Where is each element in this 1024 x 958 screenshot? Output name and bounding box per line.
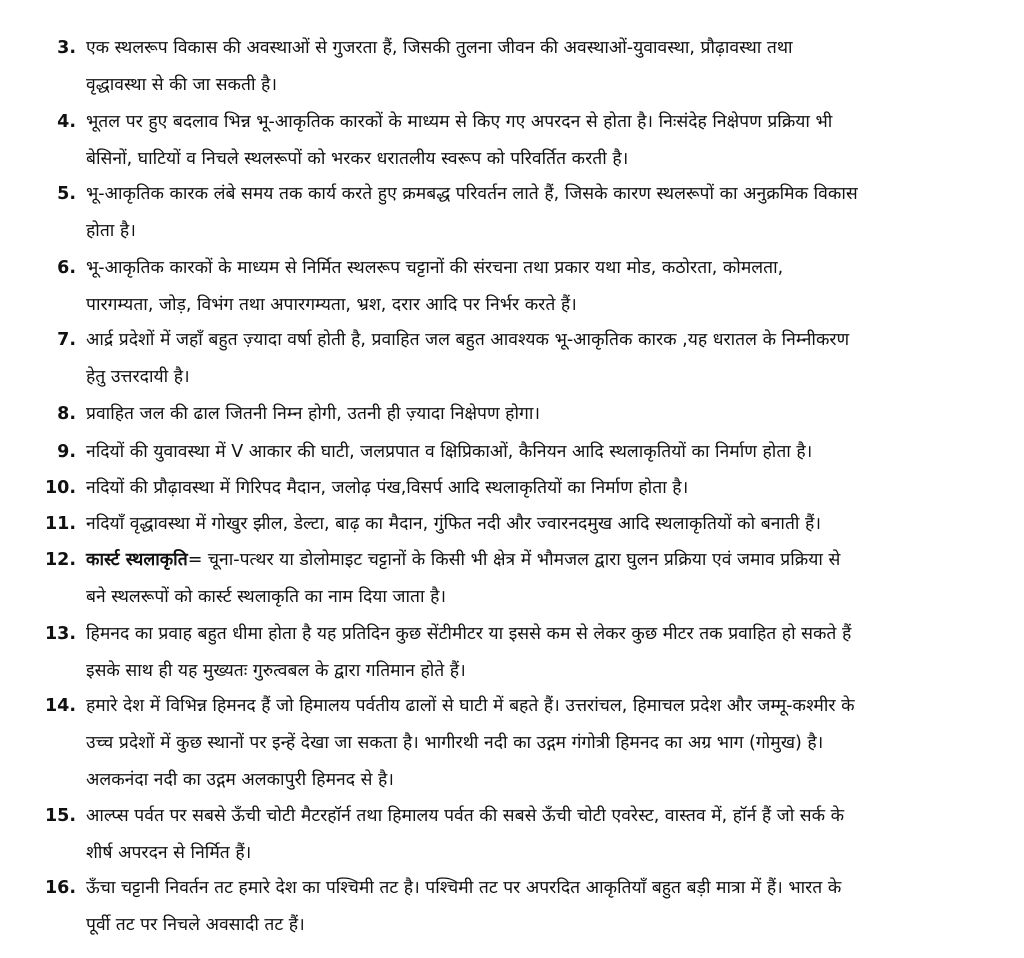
item-number: 6.: [57, 258, 76, 278]
item-number: 13.: [44, 624, 76, 644]
item-text-line: उच्च प्रदेशों में कुछ स्थानों पर इन्हें देखा जा सकता है। भागीरथी नदी का उद्गम गंगोत्री हिमनद का अग्र भाग (गोमुख) है।: [86, 733, 824, 753]
item-text-line: एक स्थलरूप विकास की अवस्थाओं से गुजरता हैं, जिसकी तुलना जीवन की अवस्थाओं-युवावस्था, प्रौढ़ावस्था तथा: [86, 38, 793, 58]
item-text-segment: = चूना-पत्थर या डोलोमाइट चट्टानों के किसी भी क्षेत्र में भौमजल द्वारा घुलन प्रक्रिया एवं जमाव प्रक्रिया से: [187, 550, 841, 570]
item-text-line: भू-आकृतिक कारक लंबे समय तक कार्य करते हुए क्रमबद्ध परिवर्तन लाते हैं, जिसके कारण स्थलरूपों का अनुक्रमिक विकास: [86, 184, 858, 204]
item-text-line: भू-आकृतिक कारकों के माध्यम से निर्मित स्थलरूप चट्टानों की संरचना तथा प्रकार यथा मोड, कठोरता, कोमलता,: [86, 258, 784, 278]
item-text-line: हेतु उत्तरदायी है।: [86, 367, 190, 387]
item-text-line: आल्प्स पर्वत पर सबसे ऊँची चोटी मैटरहॉर्न तथा हिमालय पर्वत की सबसे ऊँची चोटी एवरेस्ट, वास्तव में, हॉर्न हैं जो सर्क के: [86, 806, 845, 826]
item-text-line: अलकनंदा नदी का उद्गम अलकापुरी हिमनद से है।: [86, 770, 394, 790]
item-number: 7.: [57, 330, 76, 350]
item-number: 14.: [44, 696, 76, 716]
item-text-line: पारगम्यता, जोड़, विभंग तथा अपारगम्यता, भ्रश, दरार आदि पर निर्भर करते हैं।: [86, 295, 577, 315]
item-text-line: हमारे देश में विभिन्न हिमनद हैं जो हिमालय पर्वतीय ढालों से घाटी में बहते हैं। उत्तरांचल, हिमाचल प्रदेश और जम्मू-कश्मीर के: [86, 696, 855, 716]
item-text-line: भूतल पर हुए बदलाव भिन्न भू-आकृतिक कारकों के माध्यम से किए गए अपरदन से होता है। निःसंदेह निक्षेपण प्रक्रिया भी: [86, 112, 833, 132]
item-number: 11.: [44, 514, 76, 534]
item-text-line: आर्द्र प्रदेशों में जहाँ बहुत ज़्यादा वर्षा होती है, प्रवाहित जल बहुत आवश्यक भू-आकृतिक कारक ,यह धरातल के निम्नीकरण: [86, 330, 850, 350]
item-text-line: नदियाँ वृद्धावस्था में गोखुर झील, डेल्टा, बाढ़ का मैदान, गुंफित नदी और ज्वारनदमुख आदि स्थलाकृतियों को बनाती हैं।: [86, 514, 821, 534]
item-number: 5.: [57, 184, 76, 204]
item-number: 16.: [44, 878, 76, 898]
item-number: 3.: [57, 38, 76, 58]
term-karst-topography: कार्स्ट स्थलाकृति: [86, 550, 188, 570]
item-number: 12.: [44, 550, 76, 570]
item-number: 8.: [57, 404, 76, 424]
item-text-line: इसके साथ ही यह मुख्यतः गुरुत्वबल के द्वारा गतिमान होते हैं।: [86, 661, 466, 681]
item-number: 4.: [57, 112, 76, 132]
item-text-line: बेसिनों, घाटियों व निचले स्थलरूपों को भरकर धरातलीय स्वरूप को परिवर्तित करती है।: [86, 149, 629, 169]
item-text-line: नदियों की युवावस्था में V आकार की घाटी, जलप्रपात व क्षिप्रिकाओं, कैनियन आदि स्थलाकृतियों का निर्माण होता है।: [86, 442, 813, 462]
item-text-line: नदियों की प्रौढ़ावस्था में गिरिपद मैदान, जलोढ़ पंख,विसर्प आदि स्थलाकृतियों का निर्माण होता है।: [86, 478, 689, 498]
item-number: 9.: [57, 442, 76, 462]
item-text-line: ऊँचा चट्टानी निवर्तन तट हमारे देश का पश्चिमी तट है। पश्चिमी तट पर अपरदित आकृतियाँ बहुत बड़ी मात्रा में हैं। भारत के: [86, 878, 842, 898]
item-text-line: वृद्धावस्था से की जा सकती है।: [86, 75, 277, 95]
item-text-line: प्रवाहित जल की ढाल जितनी निम्न होगी, उतनी ही ज़्यादा निक्षेपण होगा।: [86, 404, 541, 424]
item-text-line: हिमनद का प्रवाह बहुत धीमा होता है यह प्रतिदिन कुछ सेंटीमीटर या इससे कम से लेकर कुछ मीटर तक प्रवाहित हो सकते हैं: [86, 624, 852, 644]
item-text-line: पूर्वी तट पर निचले अवसादी तट हैं।: [86, 915, 305, 935]
item-number: 15.: [44, 806, 76, 826]
item-text-line: बने स्थलरूपों को कार्स्ट स्थलाकृति का नाम दिया जाता है।: [86, 587, 447, 607]
item-text-line: होता है।: [86, 221, 136, 241]
item-number: 10.: [44, 478, 76, 498]
item-text-line: शीर्ष अपरदन से निर्मित हैं।: [86, 843, 252, 863]
item-text-line: [86, 542, 840, 579]
